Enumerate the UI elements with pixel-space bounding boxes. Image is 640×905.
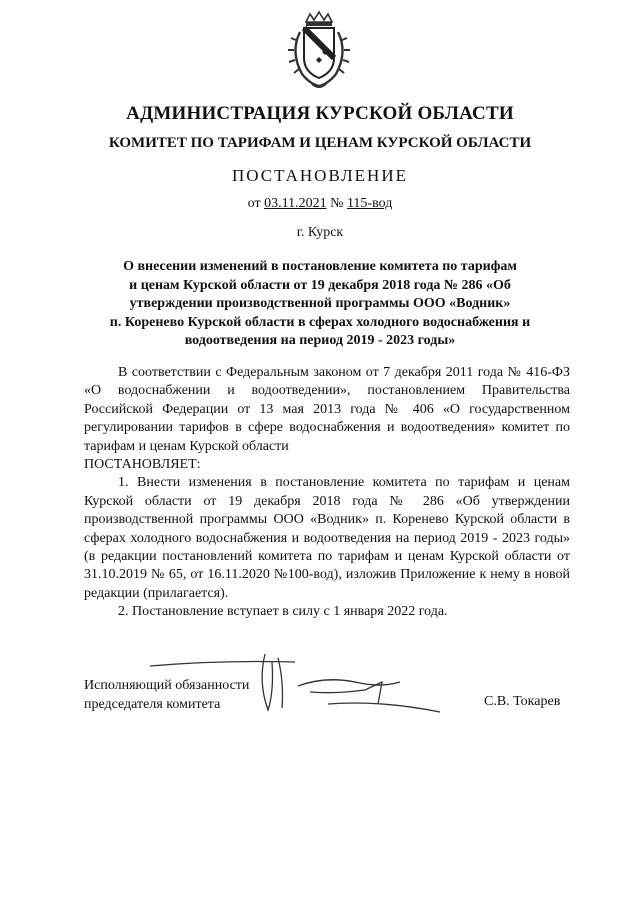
subject-line: утверждении производственной программы ООО «Водник»: [129, 296, 511, 311]
document-number: 115-вод: [346, 196, 393, 211]
item-2-paragraph: 2. Постановление вступает в силу с 1 января 2022 года.: [118, 604, 448, 620]
subject-line: п. Коренево Курской области в сферах холодного водоснабжения и: [109, 314, 531, 330]
subject-line: водоотведения на период 2019 - 2023 годы»: [184, 333, 456, 348]
subject-line: О внесении изменений в постановление комитета по тарифам: [123, 259, 517, 274]
resolves-word: ПОСТАНОВЛЯЕТ:: [84, 457, 201, 473]
date-prefix: от: [247, 196, 261, 211]
document-body: [84, 364, 570, 622]
coat-of-arms-icon: [276, 8, 362, 94]
signatory-title: [84, 676, 249, 714]
item-1-paragraph: 1. Внести изменения в постановление комитета по тарифам и ценам Курской области от 19 декабря 2018 года № 286 «Об утверждении производственной программы ООО «Водник» п. Коренево Курской области в сферах холодного водоснабжения и водоотведения на период 2019 - 2023 годы» (в редакции постановлений комитета по тарифам и ценам Курской области от 31.10.2019 № 65, от 16.11.2020 №100-вод), изложив Приложение к нему в новой редакции (прилагается).: [84, 475, 570, 601]
signatory-title-line: Исполняющий обязанности: [84, 678, 250, 693]
intro-paragraph: В соответствии с Федеральным законом от 7 декабря 2011 года № 416-ФЗ «О водоснабжении и водоотведении», постановлением Правительства Российской Федерации от 13 мая 2013 года № 406 «О государственном регулировании тарифов в сфере водоснабжения и водоотведения» комитет по тарифам и ценам Курской области: [84, 365, 570, 454]
document-date-line: [0, 196, 640, 212]
document-subject: [100, 258, 540, 351]
subject-line: и ценам Курской области от 19 декабря 2018 года № 286 «Об: [129, 277, 511, 293]
signatory-name: С.В. Токарев: [484, 694, 561, 709]
committee-title: КОМИТЕТ ПО ТАРИФАМ И ЦЕНАМ КУРСКОЙ ОБЛАСТИ: [108, 135, 532, 151]
number-sign: №: [330, 196, 344, 211]
administration-title: АДМИНИСТРАЦИЯ КУРСКОЙ ОБЛАСТИ: [126, 103, 514, 124]
signatory-title-line: председателя комитета: [84, 697, 221, 712]
document-date: 03.11.2021: [264, 196, 327, 211]
city: г. Курск: [296, 225, 344, 240]
document-type: ПОСТАНОВЛЕНИЕ: [231, 166, 408, 185]
